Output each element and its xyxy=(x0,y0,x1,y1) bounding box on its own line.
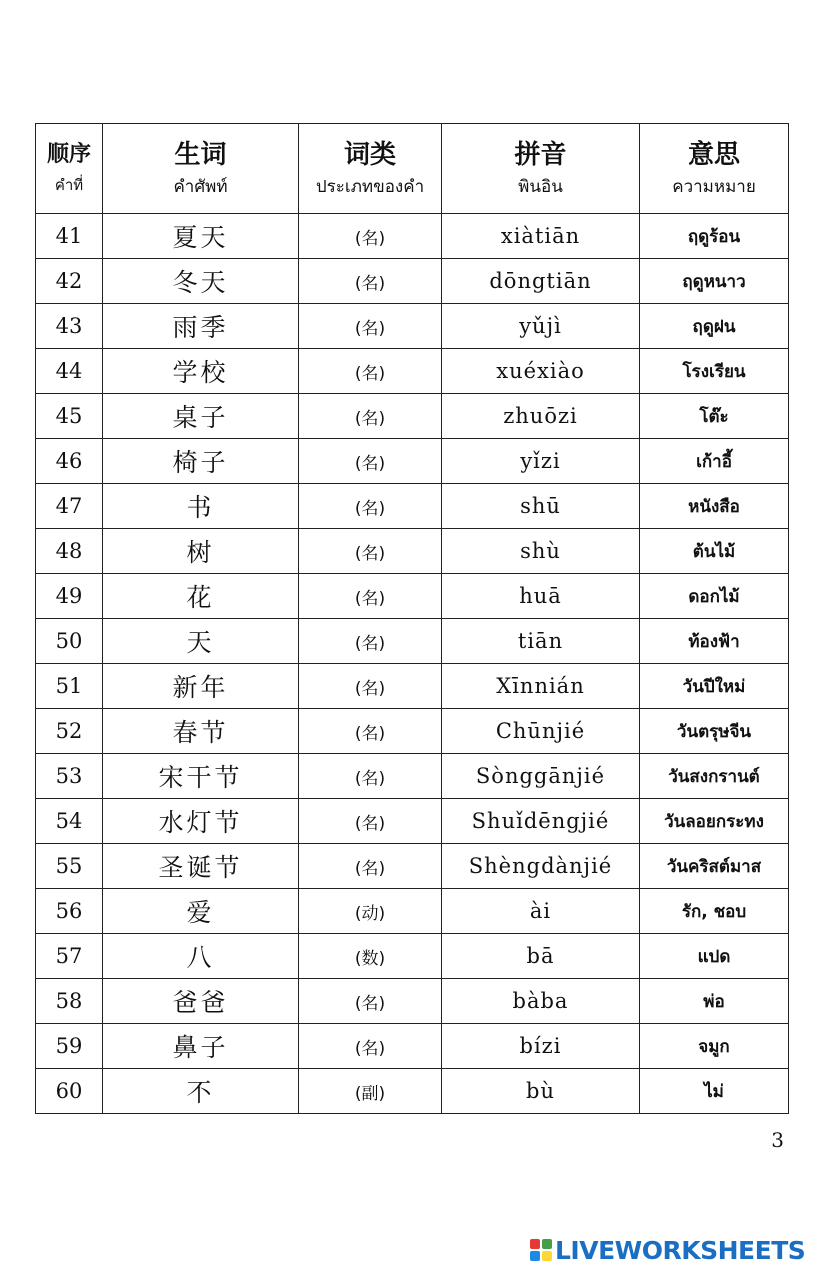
row-pinyin: shù xyxy=(442,529,640,574)
row-part-of-speech: (副) xyxy=(299,1069,442,1114)
row-part-of-speech: (名) xyxy=(299,619,442,664)
row-word: 水灯节 xyxy=(103,799,299,844)
row-word: 八 xyxy=(103,934,299,979)
table-row xyxy=(36,1069,789,1114)
row-word: 天 xyxy=(103,619,299,664)
row-number: 51 xyxy=(36,664,103,709)
row-part-of-speech: (名) xyxy=(299,844,442,889)
row-part-of-speech: (名) xyxy=(299,574,442,619)
row-pinyin: bàba xyxy=(442,979,640,1024)
row-number: 55 xyxy=(36,844,103,889)
table-row xyxy=(36,304,789,349)
table-row xyxy=(36,1024,789,1069)
row-pinyin: Xīnnián xyxy=(442,664,640,709)
row-number: 42 xyxy=(36,259,103,304)
row-meaning: ฤดูฝน xyxy=(640,304,789,349)
row-part-of-speech: (名) xyxy=(299,349,442,394)
row-meaning: รัก, ชอบ xyxy=(640,889,789,934)
table-row xyxy=(36,619,789,664)
row-pinyin: Chūnjié xyxy=(442,709,640,754)
table-row xyxy=(36,709,789,754)
row-word: 书 xyxy=(103,484,299,529)
header-part-of-speech: 词类 ประเภทของคำ xyxy=(299,124,442,214)
liveworksheets-logo-icon xyxy=(530,1239,552,1261)
row-meaning: แปด xyxy=(640,934,789,979)
row-meaning: ฤดูหนาว xyxy=(640,259,789,304)
row-word: 雨季 xyxy=(103,304,299,349)
table-row xyxy=(36,484,789,529)
row-meaning: วันคริสต์มาส xyxy=(640,844,789,889)
row-word: 冬天 xyxy=(103,259,299,304)
row-part-of-speech: (名) xyxy=(299,1024,442,1069)
row-meaning: วันสงกรานต์ xyxy=(640,754,789,799)
liveworksheets-logo-text: LIVEWORKSHEETS xyxy=(555,1235,806,1265)
vocabulary-table xyxy=(35,123,789,1114)
row-number: 60 xyxy=(36,1069,103,1114)
row-pinyin: dōngtiān xyxy=(442,259,640,304)
row-pinyin: ài xyxy=(442,889,640,934)
table-row xyxy=(36,799,789,844)
row-meaning: ฤดูร้อน xyxy=(640,214,789,259)
row-number: 49 xyxy=(36,574,103,619)
row-number: 59 xyxy=(36,1024,103,1069)
table-row xyxy=(36,349,789,394)
row-number: 46 xyxy=(36,439,103,484)
row-meaning: วันปีใหม่ xyxy=(640,664,789,709)
row-meaning: วันตรุษจีน xyxy=(640,709,789,754)
row-number: 50 xyxy=(36,619,103,664)
row-meaning: โต๊ะ xyxy=(640,394,789,439)
row-pinyin: bù xyxy=(442,1069,640,1114)
row-pinyin: yǔjì xyxy=(442,304,640,349)
row-word: 春节 xyxy=(103,709,299,754)
row-pinyin: Shuǐdēngjié xyxy=(442,799,640,844)
table-row xyxy=(36,664,789,709)
logo-square-yellow xyxy=(542,1251,552,1261)
row-pinyin: zhuōzi xyxy=(442,394,640,439)
row-part-of-speech: (名) xyxy=(299,259,442,304)
row-part-of-speech: (数) xyxy=(299,934,442,979)
logo-square-blue xyxy=(530,1251,540,1261)
row-pinyin: bízi xyxy=(442,1024,640,1069)
row-word: 爸爸 xyxy=(103,979,299,1024)
row-number: 43 xyxy=(36,304,103,349)
row-pinyin: xuéxiào xyxy=(442,349,640,394)
row-word: 爱 xyxy=(103,889,299,934)
row-part-of-speech: (名) xyxy=(299,799,442,844)
row-part-of-speech: (名) xyxy=(299,529,442,574)
row-word: 圣诞节 xyxy=(103,844,299,889)
table-row xyxy=(36,754,789,799)
header-meaning: 意思 ความหมาย xyxy=(640,124,789,214)
row-word: 树 xyxy=(103,529,299,574)
table-row xyxy=(36,889,789,934)
row-pinyin: Sònggānjié xyxy=(442,754,640,799)
row-word: 花 xyxy=(103,574,299,619)
row-pinyin: bā xyxy=(442,934,640,979)
row-pinyin: huā xyxy=(442,574,640,619)
row-word: 桌子 xyxy=(103,394,299,439)
row-word: 不 xyxy=(103,1069,299,1114)
row-word: 鼻子 xyxy=(103,1024,299,1069)
table-row xyxy=(36,844,789,889)
row-number: 53 xyxy=(36,754,103,799)
table-header-row xyxy=(36,124,789,214)
row-number: 54 xyxy=(36,799,103,844)
header-word: 生词 คำศัพท์ xyxy=(103,124,299,214)
row-number: 57 xyxy=(36,934,103,979)
row-word: 宋干节 xyxy=(103,754,299,799)
header-order: 顺序 คำที่ xyxy=(36,124,103,214)
row-pinyin: Shèngdànjié xyxy=(442,844,640,889)
row-word: 椅子 xyxy=(103,439,299,484)
table-row xyxy=(36,979,789,1024)
row-meaning: หนังสือ xyxy=(640,484,789,529)
row-pinyin: shū xyxy=(442,484,640,529)
table-row xyxy=(36,934,789,979)
row-meaning: พ่อ xyxy=(640,979,789,1024)
page-number: 3 xyxy=(771,1128,784,1152)
row-word: 夏天 xyxy=(103,214,299,259)
row-part-of-speech: (名) xyxy=(299,709,442,754)
row-pinyin: yǐzi xyxy=(442,439,640,484)
row-meaning: ต้นไม้ xyxy=(640,529,789,574)
row-number: 47 xyxy=(36,484,103,529)
row-part-of-speech: (名) xyxy=(299,979,442,1024)
row-meaning: ท้องฟ้า xyxy=(640,619,789,664)
row-meaning: โรงเรียน xyxy=(640,349,789,394)
row-meaning: เก้าอี้ xyxy=(640,439,789,484)
row-part-of-speech: (名) xyxy=(299,394,442,439)
table-body xyxy=(36,214,789,1114)
row-part-of-speech: (名) xyxy=(299,214,442,259)
row-pinyin: tiān xyxy=(442,619,640,664)
row-word: 新年 xyxy=(103,664,299,709)
table-row xyxy=(36,439,789,484)
header-pinyin: 拼音 พินอิน xyxy=(442,124,640,214)
table-row xyxy=(36,214,789,259)
row-number: 52 xyxy=(36,709,103,754)
row-number: 56 xyxy=(36,889,103,934)
row-part-of-speech: (名) xyxy=(299,439,442,484)
row-number: 45 xyxy=(36,394,103,439)
row-number: 41 xyxy=(36,214,103,259)
table-row xyxy=(36,394,789,439)
row-word: 学校 xyxy=(103,349,299,394)
table-row xyxy=(36,574,789,619)
row-part-of-speech: (名) xyxy=(299,304,442,349)
row-meaning: จมูก xyxy=(640,1024,789,1069)
table-row xyxy=(36,529,789,574)
row-number: 48 xyxy=(36,529,103,574)
table-row xyxy=(36,259,789,304)
liveworksheets-logo xyxy=(530,1236,805,1264)
row-part-of-speech: (名) xyxy=(299,754,442,799)
row-meaning: ดอกไม้ xyxy=(640,574,789,619)
row-part-of-speech: (名) xyxy=(299,484,442,529)
logo-square-red xyxy=(530,1239,540,1249)
row-number: 44 xyxy=(36,349,103,394)
row-pinyin: xiàtiān xyxy=(442,214,640,259)
row-number: 58 xyxy=(36,979,103,1024)
logo-square-green xyxy=(542,1239,552,1249)
row-part-of-speech: (动) xyxy=(299,889,442,934)
row-part-of-speech: (名) xyxy=(299,664,442,709)
row-meaning: วันลอยกระทง xyxy=(640,799,789,844)
row-meaning: ไม่ xyxy=(640,1069,789,1114)
